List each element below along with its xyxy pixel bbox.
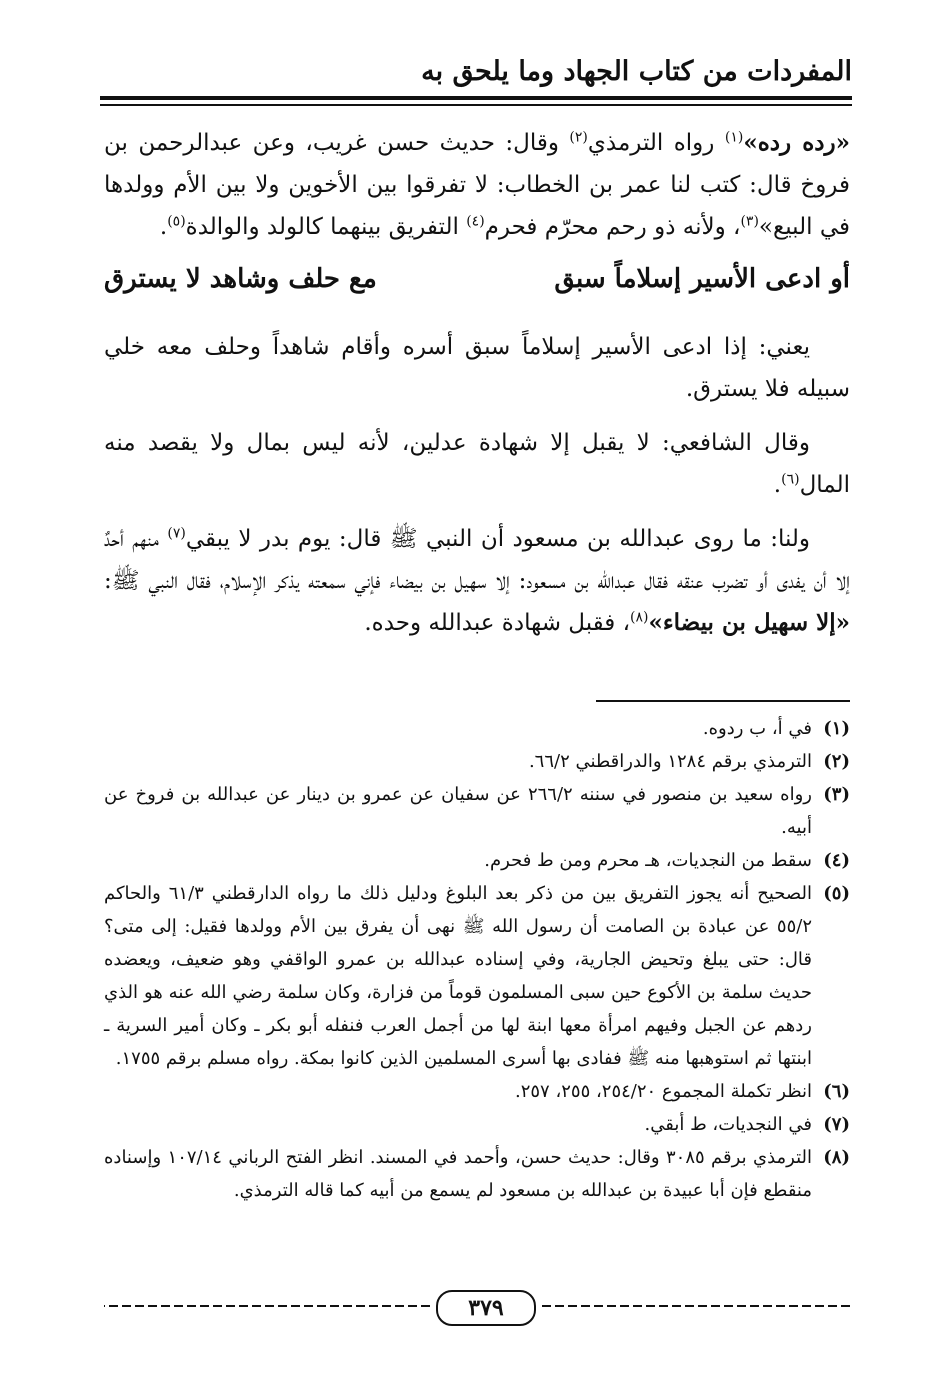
footnote-text: الصحيح أنه يجوز التفريق بين من ذكر بعد البلوغ ودليل ذلك ما رواه الدارقطني ٦١/٣ والحاكم ٥٥/٢ عن عبادة بن الصامت أن رسول الله ﷺ نهى أن يفرق بين الأم وولدها فقيل: إلى متى؟ قال: حتى يبلغ وتحيض الجارية، وفي إسناده عبدالله بن عمرو الواقفي وهو ضعيف، ويعضده حديث سلمة بن الأكوع حين سبى المسلمون قوماً من فزارة، وكان سلمة رضي الله عنه هو الذي ردهم عن الجبل وفيهم امرأة معها ابنة لها من أجمل العرب فنفله أبو بكر ـ وكان أمير السرية ـ ابنتها ثم استوهبها منه ﷺ ففادى بها أسرى المسلمين الذين كانوا بمكة. رواه مسلم برقم ١٧٥٥. [104,883,812,1069]
quote-text: «رده رده» [743,129,850,156]
footnote-item [104,877,850,1075]
footnote-text: انظر تكملة المجموع ٢٥٤/٢٠، ٢٥٥، ٢٥٧. [514,1081,812,1102]
text-run: . [773,472,782,498]
footnote-number: (٦) [823,1081,850,1102]
footnote-text: الترمذي برقم ١٢٨٤ والدراقطني ٦٦/٢. [528,751,812,772]
paragraph-4 [104,518,850,644]
footnote-text: في النجديات، ط أبقي. [644,1114,812,1135]
text-run: . [159,214,168,240]
footnote-text: رواه سعيد بن منصور في سننه ٢٦٦/٢ عن سفيان عن عمرو بن دينار عن عبدالله بن فروخ عن أبيه. [104,784,813,838]
footnote-item [104,778,850,844]
footnote-number: (٧) [823,1114,850,1135]
footnote-number: (٨) [823,1147,850,1168]
paragraph-3 [104,422,850,506]
footnote-text: سقط من النجديات، هـ محرم ومن ط فحرم. [484,850,812,871]
footnote-item [104,1075,850,1108]
footer-dashed-line-right [540,1305,850,1307]
paragraph-1 [104,122,850,248]
footnote-ref: (٢) [569,129,588,146]
text-run: وقال: حديث حسن غريب، وعن عبدالرحمن بن فروخ قال: كتب لنا عمر بن الخطاب: لا تفرقوا بين الأخوين ولا بين الأم وولدها في البيع» [104,130,850,240]
quote-text: «إلا سهيل بن بيضاء» [648,609,850,636]
poem-hemistich-1: أو ادعى الأسير إسلاماً سبق [554,264,850,294]
footnote-item [104,844,850,877]
footnote-ref: (٤) [466,213,485,230]
footnote-number: (٣) [823,784,850,805]
footnote-text: في أ، ب ردوه. [702,718,812,739]
header-rule-thick [100,96,852,100]
footnote-ref: (١) [724,129,744,146]
poem-verse [104,254,850,304]
text-run: ، فقبل شهادة عبدالله وحده. [364,610,630,636]
footnote-item [104,712,850,745]
footnote-ref: (٦) [781,471,800,488]
footnote-ref: (٧) [167,525,186,542]
footnote-number: (١) [823,718,850,739]
text-run: التفريق بينهما كالولد والوالدة [185,214,467,240]
footnote-item [104,1108,850,1141]
footnote-separator [596,700,850,702]
text-run: وقال الشافعي: لا يقبل إلا شهادة عدلين، لأنه ليس بمال ولا يقصد منه المال [104,430,850,498]
footnote-ref: (٨) [630,609,649,626]
footnote-item [104,745,850,778]
footnote-text: الترمذي برقم ٣٠٨٥ وقال: حديث حسن، وأحمد في المسند. انظر الفتح الرباني ١٠٧/١٤ وإسناده منقطع فإن أبا عبيدة بن عبدالله بن مسعود لم يسمع من أبيه كما قاله الترمذي. [104,1147,813,1201]
header-rule-thin [100,104,852,106]
footnotes [104,712,850,1207]
poem-hemistich-2: مع حلف وشاهد لا يسترق [104,264,377,294]
footnote-item [104,1141,850,1207]
main-text [104,122,850,644]
text-run: ولنا: ما روى عبدالله بن مسعود أن النبي ﷺ قال: يوم بدر لا يبقي [185,526,811,552]
footnote-number: (٥) [823,883,850,904]
footnote-number: (٢) [823,751,850,772]
text-run: رواه الترمذي [587,130,725,156]
text-run: منهم أحدٌ إلا أن يفدى أو تضرب عنقه فقال عبدالله بن مسعود: إلا سهيل بن بيضاء فإني سمعته يذكر الإسلام، فقال النبي ﷺ: [104,526,850,594]
footnote-ref: (٣) [740,213,759,230]
running-header: المفردات من كتاب الجهاد وما يلحق به [421,56,852,87]
footnote-ref: (٥) [167,213,186,230]
text-run: ، ولأنه ذو رحم محرّم فحرم [484,214,741,240]
paragraph-2: يعني: إذا ادعى الأسير إسلاماً سبق أسره وأقام شاهداً وحلف معه خلي سبيله فلا يسترق. [104,334,850,402]
footer-dashed-line-left [104,1305,430,1307]
footnote-number: (٤) [823,850,850,871]
page-number: ٣٧٩ [436,1290,536,1326]
